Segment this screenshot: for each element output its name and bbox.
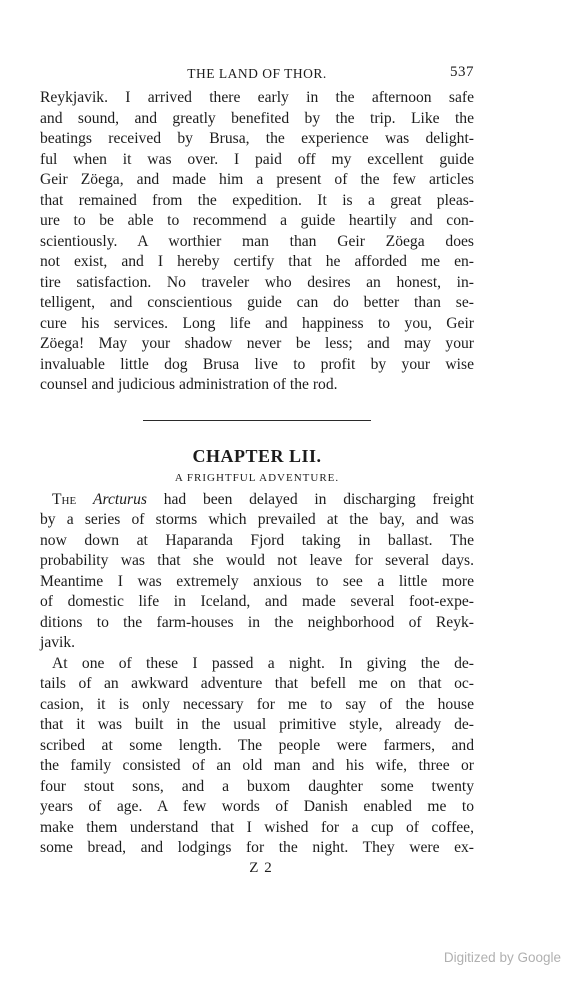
text-line: beatings received by Brusa, the experience was delight- xyxy=(40,130,474,147)
text-line: that remained from the expedition. It is a great pleas- xyxy=(40,191,474,209)
text-line: counsel and judicious administration of the rod. xyxy=(40,376,338,393)
text-run: had been delayed in discharging freight xyxy=(146,490,474,508)
text-line: probability was that she would not leave for several days. xyxy=(40,552,474,569)
chapter-subtitle: A FRIGHTFUL ADVENTURE. xyxy=(174,471,340,484)
digitization-watermark: Digitized by Google xyxy=(443,950,561,965)
text-line: javik. xyxy=(40,634,76,651)
text-line: At one of these I passed a night. In giving the de- xyxy=(52,654,474,672)
ship-name: Arcturus xyxy=(92,490,147,508)
chapter-heading: CHAPTER LII. xyxy=(192,445,322,466)
text-line: years of age. A few words of Danish enabled me to xyxy=(40,798,474,815)
paragraph-3 xyxy=(40,654,474,859)
text-line: Geir Zöega, and made him a present of the few articles xyxy=(40,171,474,188)
paragraph-1 xyxy=(40,88,474,396)
text-line: four stout sons, and a buxom daughter some twenty xyxy=(40,777,474,795)
text-line: of domestic life in Iceland, and made several foot-expe- xyxy=(40,593,474,610)
text-line: Reykjavik. I arrived there early in the afternoon safe xyxy=(40,89,474,106)
text-line: invaluable little dog Brusa live to profit by your wise xyxy=(40,355,474,373)
text-line: cure his services. Long life and happiness to you, Geir xyxy=(40,314,474,332)
text-line: scribed at some length. The people were farmers, and xyxy=(40,736,474,754)
paragraph-2 xyxy=(40,490,474,654)
text-line: and sound, and greatly benefited by the trip. Like the xyxy=(40,109,474,127)
running-head-title: THE LAND OF THOR. xyxy=(187,66,327,81)
text-line: by a series of storms which prevailed at the bay, and was xyxy=(40,511,474,528)
signature-mark: Z 2 xyxy=(249,859,273,876)
section-divider xyxy=(143,420,371,421)
text-line: casion, it is only necessary for me to say of the house xyxy=(40,695,474,713)
text-line: scientiously. A worthier man than Geir Zöega does xyxy=(40,232,474,250)
text-line: Meantime I was extremely anxious to see a little more xyxy=(40,572,474,590)
text-line: make them understand that I wished for a cup of coffee, xyxy=(40,818,474,836)
text-line: some bread, and lodgings for the night. They were ex- xyxy=(40,839,474,856)
text-line: that it was built in the usual primitive style, already de- xyxy=(40,716,474,733)
running-head xyxy=(40,62,474,88)
text-line: tails of an awkward adventure that befell me on that oc- xyxy=(40,675,474,692)
text-line xyxy=(40,490,474,511)
text-line: tire satisfaction. No traveler who desires an honest, in- xyxy=(40,273,474,291)
text-line: ure to be able to recommend a guide heartily and con- xyxy=(40,212,474,229)
text-line: Zöega! May your shadow never be less; and may your xyxy=(40,335,474,352)
text-line: ful when it was over. I paid off my excellent guide xyxy=(40,150,474,168)
text-line: now down at Haparanda Fjord taking in ballast. The xyxy=(40,531,474,549)
book-page xyxy=(40,62,474,877)
text-line: not exist, and I hereby certify that he afforded me en- xyxy=(40,253,474,270)
page-number: 537 xyxy=(450,64,474,80)
drop-word: The xyxy=(52,490,77,508)
text-line: telligent, and conscientious guide can do better than se- xyxy=(40,294,474,311)
text-line: the family consisted of an old man and his wife, three or xyxy=(40,757,474,774)
text-line: ditions to the farm-houses in the neighborhood of Reyk- xyxy=(40,613,474,631)
